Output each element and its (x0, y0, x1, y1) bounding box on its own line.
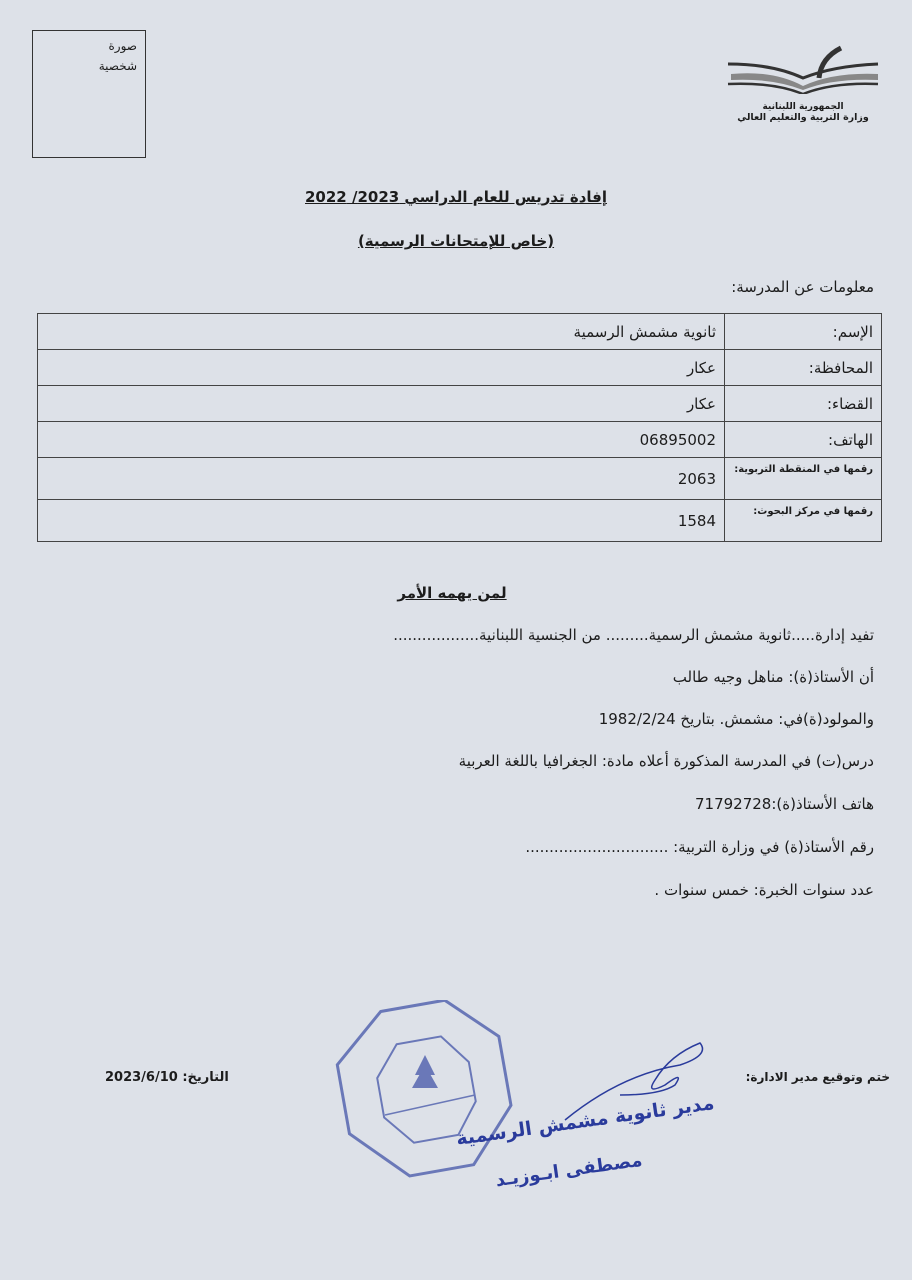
salutation: لمن يهمه الأمر (397, 584, 507, 602)
handwritten-signature (560, 1035, 720, 1125)
school-info-heading: معلومات عن المدرسة: (731, 278, 874, 296)
logo-ministry: وزارة التربية والتعليم العالي (737, 112, 869, 123)
table-row (38, 350, 882, 386)
body-line: درس(ت) في المدرسة المذكورة أعلاه مادة: الجغرافيا باللغة العربية (458, 752, 874, 770)
row-label: الإسم: (725, 314, 882, 350)
row-label: رقمها في المنقطة التربوية: (725, 458, 882, 500)
body-line: رقم الأستاذ(ة) في وزارة التربية: .............................. (525, 838, 874, 856)
row-value: عكار (38, 386, 725, 422)
row-label: القضاء: (725, 386, 882, 422)
cedar-icon (412, 1055, 438, 1088)
row-label: المحافظة: (725, 350, 882, 386)
body-line: والمولود(ة)في: مشمش. بتاريخ 1982/2/24 (598, 710, 874, 728)
row-value: 06895002 (38, 422, 725, 458)
body-line: تفيد إدارة.....ثانوية مشمش الرسمية......... من الجنسية اللبنانية.................. (393, 626, 874, 644)
body-line: أن الأستاذ(ة): مناهل وجيه طالب (672, 668, 874, 686)
signature-label: ختم وتوقيع مدير الادارة: (745, 1070, 890, 1084)
open-book-icon (723, 44, 883, 94)
row-value: عكار (38, 350, 725, 386)
table-row (38, 386, 882, 422)
body-line: عدد سنوات الخبرة: خمس سنوات . (654, 881, 874, 899)
official-stamp (335, 1000, 515, 1180)
signer-name: مصطفى ابـوزيـد (494, 1149, 644, 1192)
table-row (38, 314, 882, 350)
photo-placeholder-box (32, 30, 146, 158)
photo-label-line2: شخصية (98, 59, 137, 73)
table-row (38, 458, 882, 500)
school-info-table (37, 313, 882, 542)
signer-title: مدير ثانوية مشمش الرسمية (454, 1091, 716, 1151)
row-label: الهاتف: (725, 422, 882, 458)
row-label: رقمها في مركز البحوث: (725, 500, 882, 542)
document-title: إفادة تدريس للعام الدراسي 2023/ 2022 (305, 188, 607, 206)
row-value: 2063 (38, 458, 725, 500)
document-subtitle: (خاص للإمتحانات الرسمية) (357, 232, 555, 250)
row-value: 1584 (38, 500, 725, 542)
table-row (38, 500, 882, 542)
date-label: التاريخ: (182, 1070, 229, 1085)
photo-label-line1: صورة (108, 39, 137, 53)
ministry-logo (722, 44, 884, 130)
date-value: 2023/6/10 (105, 1070, 178, 1085)
row-value: ثانوية مشمش الرسمية (38, 314, 725, 350)
body-line: هاتف الأستاذ(ة):71792728 (695, 795, 874, 813)
table-row (38, 422, 882, 458)
date-field (105, 1070, 229, 1085)
logo-country: الجمهورية اللبنانية (762, 102, 844, 112)
